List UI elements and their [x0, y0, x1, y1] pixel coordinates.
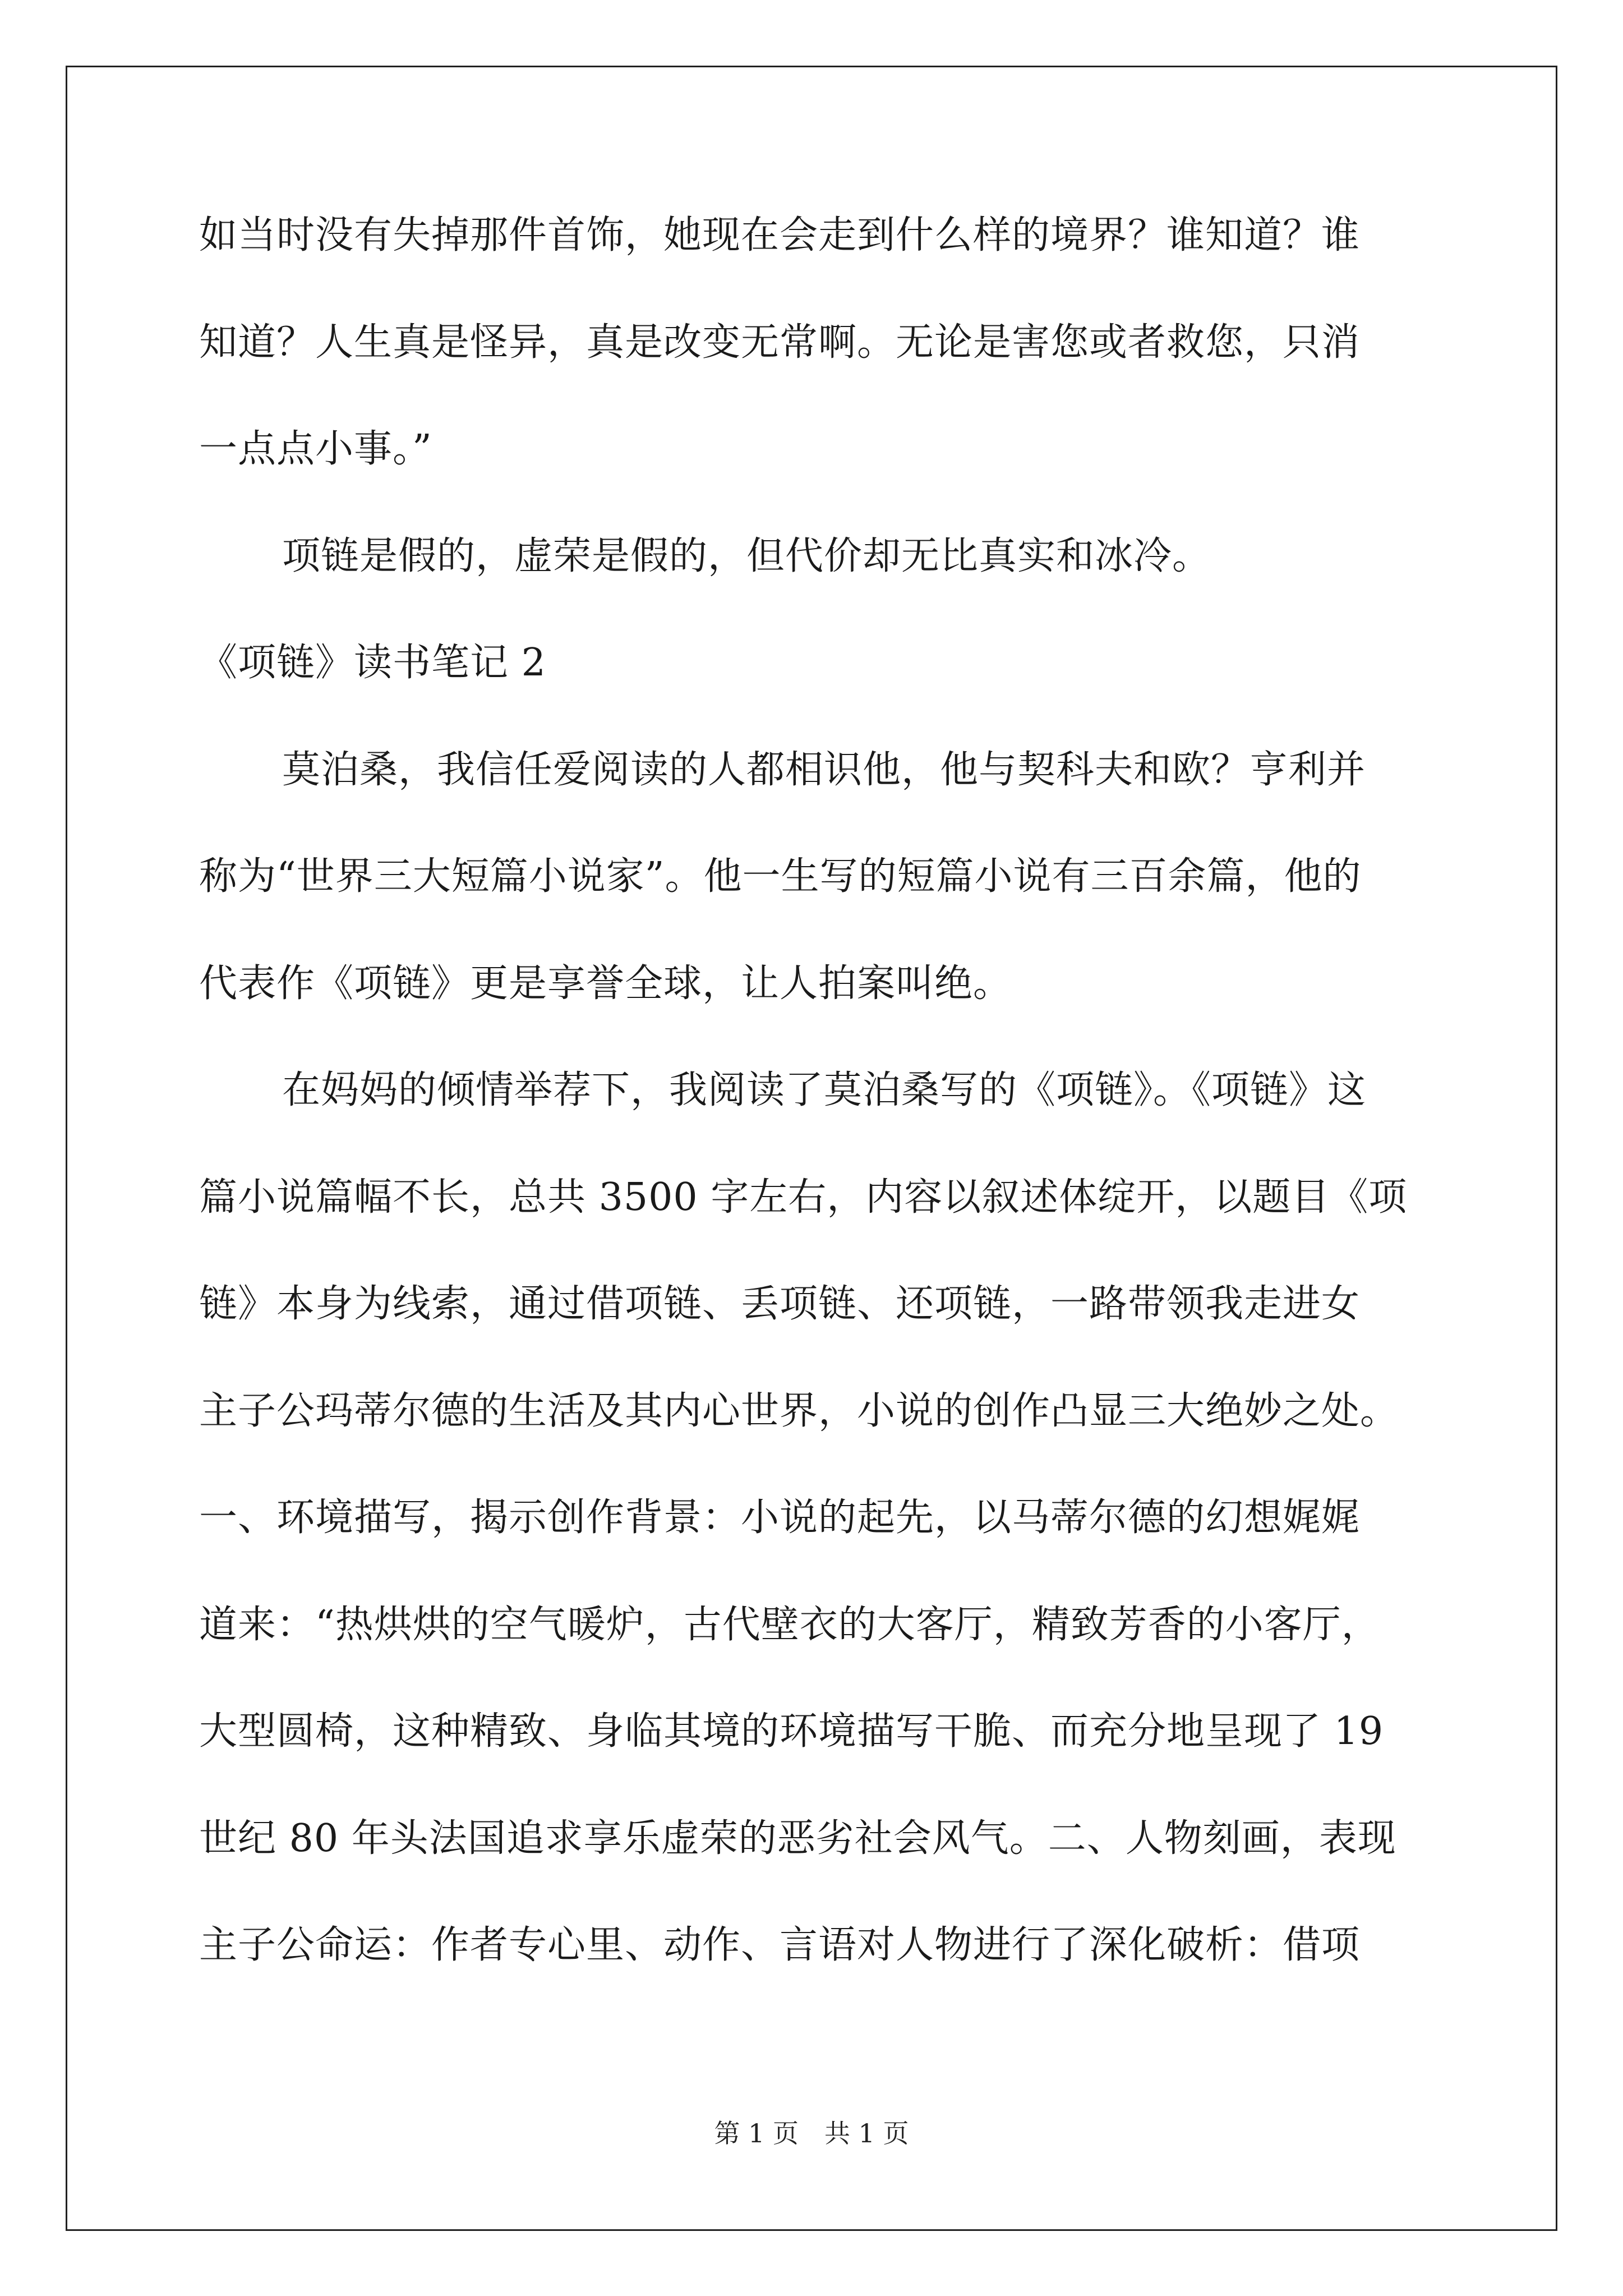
- section-heading: 《项链》读书笔记 2: [199, 641, 546, 685]
- text-line: 世纪 80 年头法国追求享乐虚荣的恶劣社会风气。二、人物刻画，表现: [199, 1816, 1396, 1861]
- text-line: 主子公命运：作者专心里、动作、言语对人物进行了深化破析：借项: [199, 1923, 1361, 1967]
- paragraph-start-line: 项链是假的，虚荣是假的，但代价却无比真实和冰冷。: [282, 533, 1211, 578]
- text-line: 一点点小事。”: [199, 427, 432, 471]
- text-line: 链》本身为线索，通过借项链、丢项链、还项链，一路带领我走进女: [199, 1282, 1361, 1326]
- page-footer: [0, 2118, 1623, 2149]
- text-line: 大型圆椅，这种精致、身临其境的环境描写干脆、而充分地呈现了 19: [199, 1709, 1384, 1754]
- text-line: 代表作《项链》更是享誉全球，让人拍案叫绝。: [199, 961, 1012, 1006]
- text-line: 知道？人生真是怪异，真是改变无常啊。无论是害您或者救您，只消: [199, 320, 1361, 365]
- text-line: 主子公玛蒂尔德的生活及其内心世界，小说的创作凸显三大绝妙之处。: [199, 1388, 1399, 1433]
- text-line: 如当时没有失掉那件首饰，她现在会走到什么样的境界？谁知道？谁: [199, 213, 1361, 257]
- paragraph-start-line: 莫泊桑，我信任爱阅读的人都相识他，他与契科夫和欧？亨利并: [282, 747, 1366, 792]
- page-number-label: 第 1 页 共 1 页: [714, 2118, 909, 2148]
- text-line: 一、环境描写，揭示创作背景：小说的起先，以马蒂尔德的幻想娓娓: [199, 1496, 1361, 1540]
- text-line: 道来：“热烘烘的空气暖炉，古代壁衣的大客厅，精致芳香的小客厅，: [199, 1602, 1380, 1647]
- paragraph-start-line: 在妈妈的倾情举荐下，我阅读了莫泊桑写的《项链》。《项链》这: [282, 1068, 1367, 1112]
- text-line: 篇小说篇幅不长，总共 3500 字左右，内容以叙述体绽开，以题目《项: [199, 1175, 1408, 1220]
- text-line: 称为“世界三大短篇小说家”。他一生写的短篇小说有三百余篇，他的: [199, 854, 1362, 899]
- page-border: [66, 66, 1557, 2231]
